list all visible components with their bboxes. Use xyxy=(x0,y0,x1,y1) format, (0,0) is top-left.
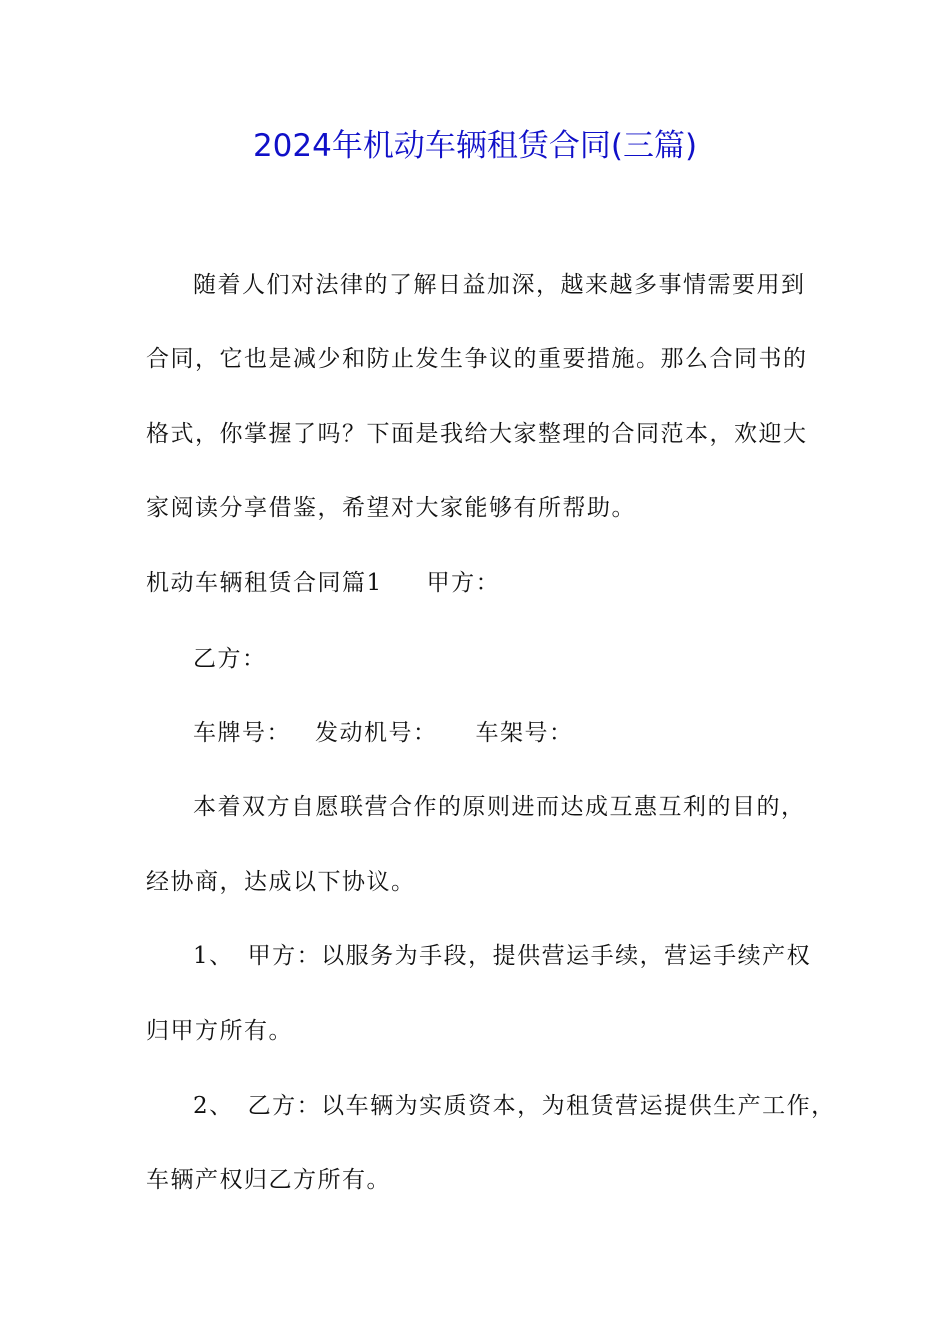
intro-line-4: 家阅读分享借鉴，希望对大家能够有所帮助。 xyxy=(146,495,636,521)
principle-line-2: 经协商，达成以下协议。 xyxy=(146,869,416,895)
intro-line-3: 格式，你掌握了吗？下面是我给大家整理的合同范本，欢迎大 xyxy=(146,421,808,447)
document-title: 2024年机动车辆租赁合同(三篇) xyxy=(252,128,698,164)
clause-2-line-2: 车辆产权归乙方所有。 xyxy=(146,1167,391,1193)
vehicle-info-line xyxy=(193,720,574,748)
clause-1-line-1 xyxy=(193,943,811,971)
engine-label: 发动机号： xyxy=(315,720,438,746)
clause-2-line-1 xyxy=(193,1093,836,1121)
intro-line-2: 合同，它也是减少和防止发生争议的重要措施。那么合同书的 xyxy=(146,346,808,372)
clause-2-number: 2、 xyxy=(193,1093,234,1119)
clause-2-text: 乙方：以车辆为实质资本，为租赁营运提供生产工作， xyxy=(247,1093,836,1119)
party-b-label: 乙方： xyxy=(193,646,267,672)
frame-label: 车架号： xyxy=(475,720,574,746)
principle-line-1: 本着双方自愿联营合作的原则进而达成互惠互利的目的， xyxy=(193,794,806,820)
clause-1-text: 甲方：以服务为手段，提供营运手续，营运手续产权 xyxy=(247,943,812,969)
plate-label: 车牌号： xyxy=(193,720,291,746)
section-heading: 机动车辆租赁合同篇1 xyxy=(146,570,383,596)
party-a-label: 甲方： xyxy=(426,570,501,596)
clause-1-line-2: 归甲方所有。 xyxy=(146,1018,293,1044)
section-heading-line xyxy=(146,570,500,598)
intro-line-1: 随着人们对法律的了解日益加深，越来越多事情需要用到 xyxy=(193,272,806,298)
clause-1-number: 1、 xyxy=(193,943,234,969)
